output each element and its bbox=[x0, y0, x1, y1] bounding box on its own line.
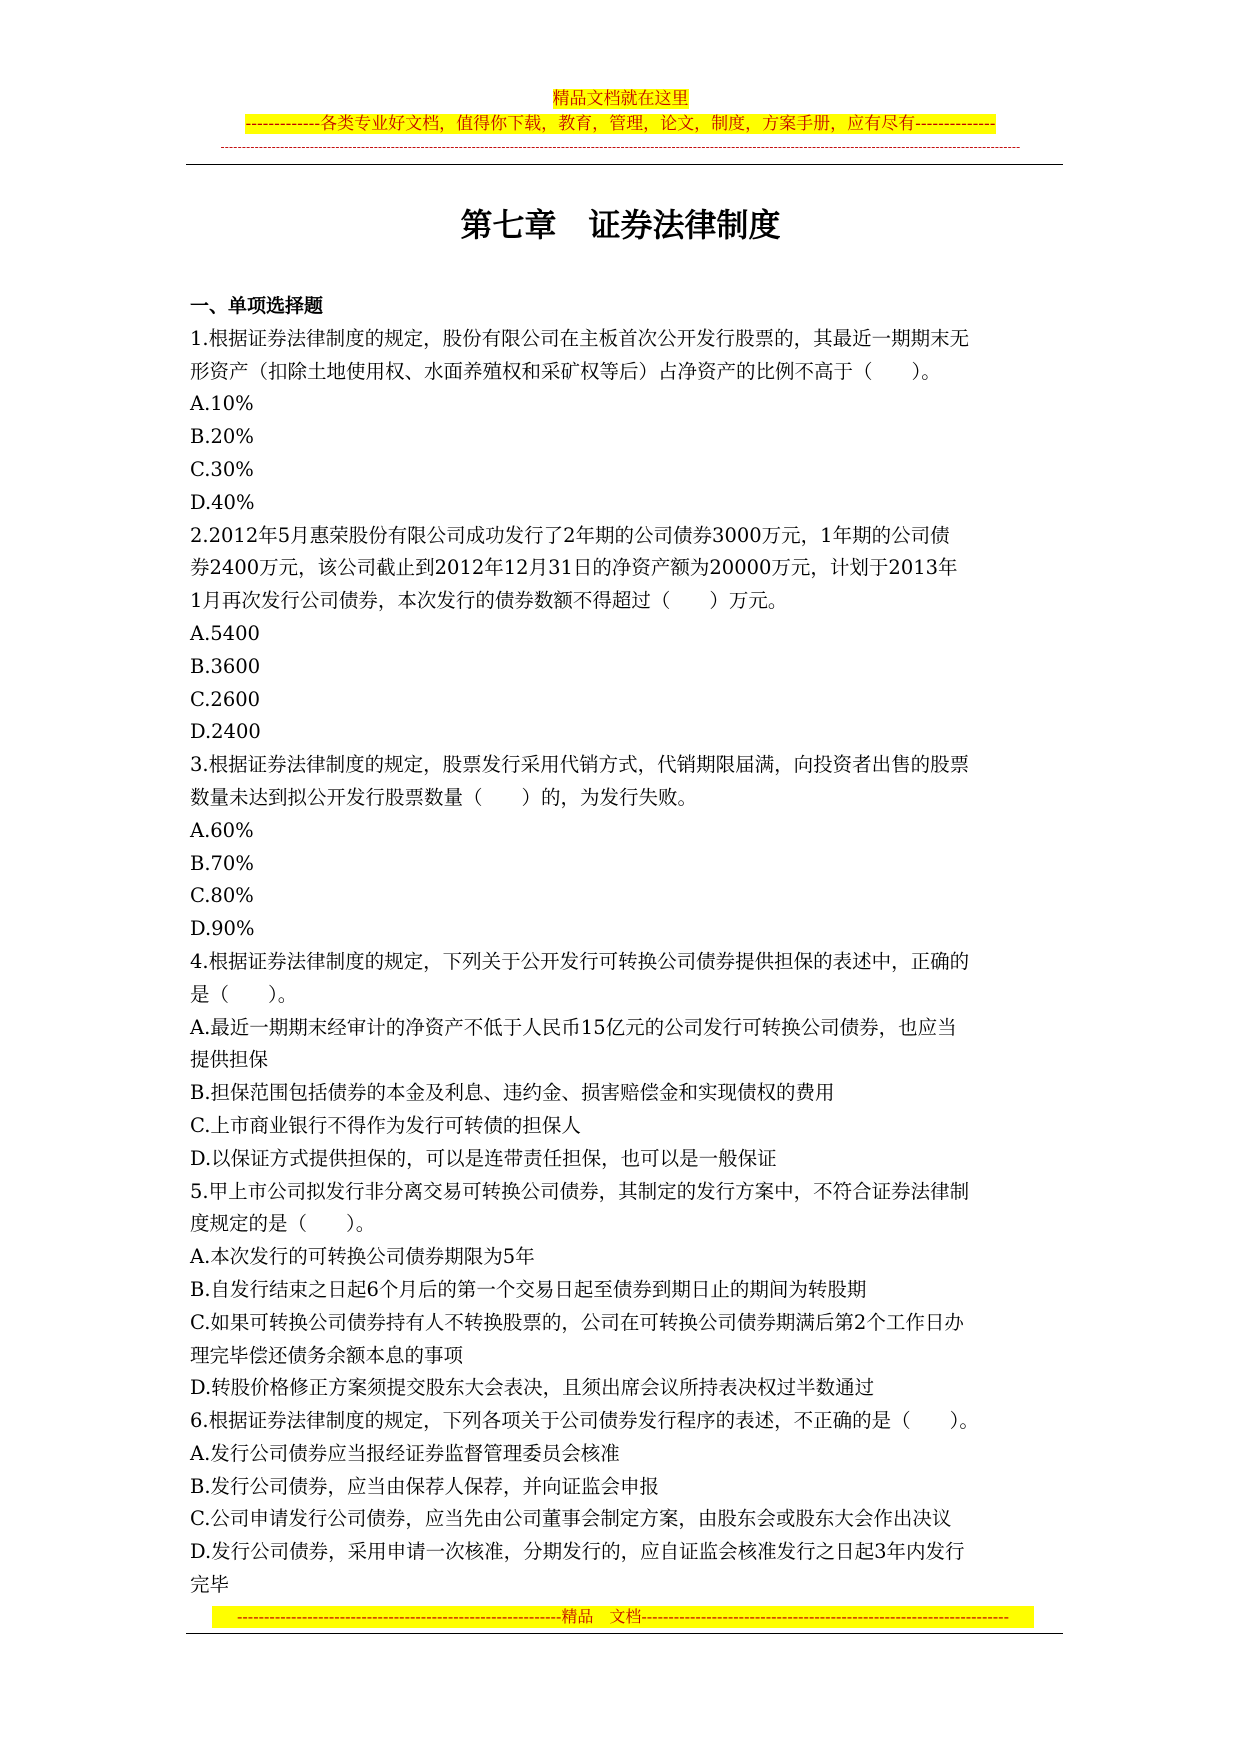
text-line: 2.2012年5月惠荣股份有限公司成功发行了2年期的公司债券3000万元，1年期的公司债 bbox=[190, 523, 950, 547]
footer-divider bbox=[186, 1633, 1063, 1634]
text-line: D.40% bbox=[190, 490, 255, 514]
text-line: 5.甲上市公司拟发行非分离交易可转换公司债券，其制定的发行方案中，不符合证券法律制 bbox=[190, 1179, 970, 1203]
header-banner-title bbox=[0, 88, 1241, 110]
text-line: B.20% bbox=[190, 425, 254, 449]
text-line: 4.根据证券法律制度的规定，下列关于公开发行可转换公司债券提供担保的表述中，正确的 bbox=[190, 949, 970, 973]
text-line: C.2600 bbox=[190, 687, 261, 711]
text-line: C.30% bbox=[190, 457, 254, 481]
text-line: 形资产（扣除土地使用权、水面养殖权和采矿权等后）占净资产的比例不高于（ ）。 bbox=[190, 359, 941, 383]
text-line: 3.根据证券法律制度的规定，股票发行采用代销方式，代销期限届满，向投资者出售的股票 bbox=[190, 753, 970, 777]
text-line: 完毕 bbox=[190, 1573, 230, 1597]
text-line: B.3600 bbox=[190, 654, 261, 678]
text-line: C.公司申请发行公司债券，应当先由公司董事会制定方案，由股东会或股东大会作出决议 bbox=[190, 1507, 952, 1531]
text-line: A.最近一期期末经审计的净资产不低于人民币15亿元的公司发行可转换公司债券，也应当 bbox=[190, 1015, 957, 1039]
text-line: 提供担保 bbox=[190, 1048, 269, 1072]
section-heading: 一、单项选择题 bbox=[190, 295, 324, 317]
text-line: A.10% bbox=[190, 392, 254, 416]
text-line: 理完毕偿还债务余额本息的事项 bbox=[190, 1343, 464, 1367]
question-list bbox=[190, 323, 1065, 1602]
text-line: 是（ ）。 bbox=[190, 982, 298, 1006]
text-line: D.发行公司债券，采用申请一次核准，分期发行的，应自证监会核准发行之日起3年内发行 bbox=[190, 1540, 965, 1564]
text-line: D.90% bbox=[190, 917, 255, 941]
text-line: B.担保范围包括债券的本金及利息、违约金、损害赔偿金和实现债权的费用 bbox=[190, 1081, 835, 1105]
text-line: D.转股价格修正方案须提交股东大会表决，且须出席会议所持表决权过半数通过 bbox=[190, 1376, 875, 1400]
footer-banner: ------------------------------------------------------------精品 文档-------------------------------------------------------------------- bbox=[212, 1606, 1034, 1628]
text-line: 1月再次发行公司债券，本次发行的债券数额不得超过（ ）万元。 bbox=[190, 589, 788, 613]
header-slogan-text: -------------各类专业好文档，值得你下载，教育，管理，论文，制度，方案手册，应有尽有-------------- bbox=[245, 114, 996, 134]
text-line: 度规定的是（ ）。 bbox=[190, 1212, 376, 1236]
text-line: B.自发行结束之日起6个月后的第一个交易日起至债券到期日止的期间为转股期 bbox=[190, 1277, 867, 1301]
header-dash-line bbox=[0, 140, 1241, 157]
header-title-text: 精品文档就在这里 bbox=[552, 89, 689, 109]
header-dash-text: -------------------------------------------------------------------------------------------------------------------------------------------------------------------------------------------- bbox=[220, 140, 1021, 154]
text-line: 6.根据证券法律制度的规定，下列各项关于公司债券发行程序的表述，不正确的是（ ）。 bbox=[190, 1409, 979, 1433]
text-line: D.2400 bbox=[190, 720, 261, 744]
document-body bbox=[190, 290, 1065, 1602]
text-line: 券2400万元，该公司截止到2012年12月31日的净资产额为20000万元，计划于2013年 bbox=[190, 556, 958, 580]
text-line: C.如果可转换公司债券持有人不转换股票的，公司在可转换公司债券期满后第2个工作日办 bbox=[190, 1310, 964, 1334]
chapter-title: 第七章 证券法律制度 bbox=[460, 206, 781, 244]
text-line: C.80% bbox=[190, 884, 254, 908]
text-line: 数量未达到拟公开发行股票数量（ ）的，为发行失败。 bbox=[190, 785, 698, 809]
text-line: C.上市商业银行不得作为发行可转债的担保人 bbox=[190, 1113, 581, 1137]
header-banner-slogan bbox=[0, 113, 1241, 135]
text-line: D.以保证方式提供担保的，可以是连带责任担保，也可以是一般保证 bbox=[190, 1146, 777, 1170]
text-line: A.发行公司债券应当报经证券监督管理委员会核准 bbox=[190, 1441, 620, 1465]
text-line: A.本次发行的可转换公司债券期限为5年 bbox=[190, 1245, 535, 1269]
text-line: B.发行公司债券，应当由保荐人保荐，并向证监会申报 bbox=[190, 1474, 660, 1498]
header-divider bbox=[186, 164, 1063, 165]
text-line: A.60% bbox=[190, 818, 254, 842]
text-line: A.5400 bbox=[190, 621, 260, 645]
text-line: B.70% bbox=[190, 851, 254, 875]
text-line: 1.根据证券法律制度的规定，股份有限公司在主板首次公开发行股票的，其最近一期期末无 bbox=[190, 326, 970, 350]
